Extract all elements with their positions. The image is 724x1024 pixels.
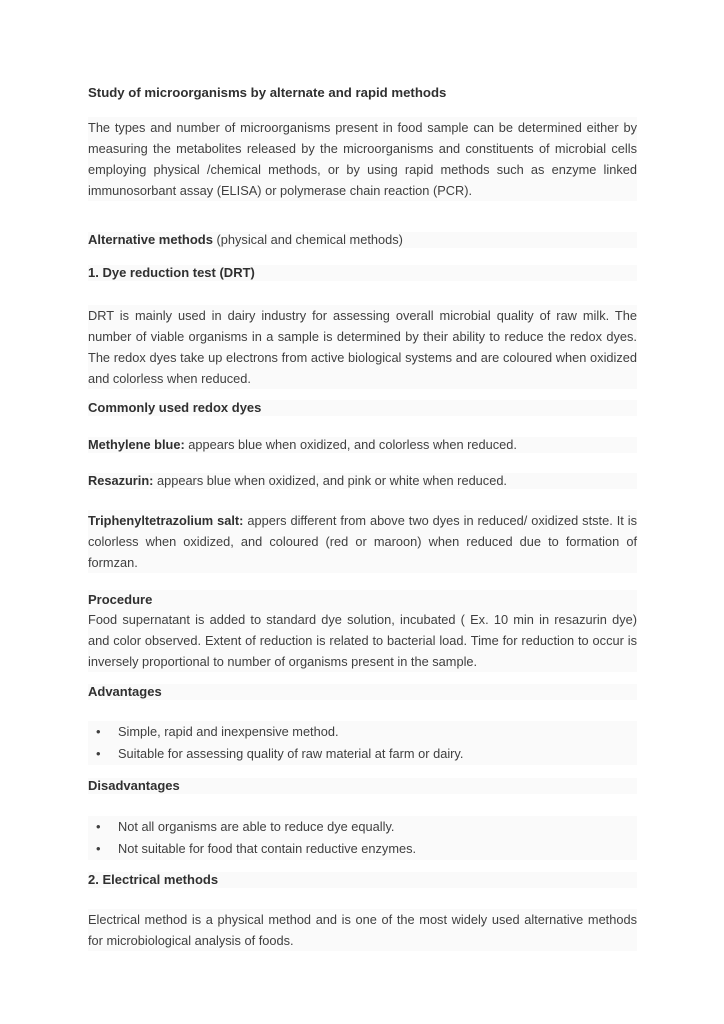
- disadvantages-heading: Disadvantages: [88, 778, 637, 794]
- list-item-text: Not all organisms are able to reduce dye equally.: [118, 819, 395, 834]
- dye-description: appers different from above two dyes in reduced/ oxidized stste. It is colorless when oxidized, and coloured (red or maroon) when reduced due to formation of formzan.: [88, 513, 638, 570]
- dye-item-methylene-blue: [88, 437, 637, 453]
- dye-name: Resazurin:: [88, 473, 154, 488]
- dye-item-triphenyltetrazolium: [88, 510, 637, 573]
- electrical-methods-paragraph: Electrical method is a physical method and is one of the most widely used alternative methods for microbiological analysis of foods.: [88, 909, 637, 951]
- advantages-heading: Advantages: [88, 684, 637, 700]
- procedure-paragraph: Food supernatant is added to standard dye solution, incubated ( Ex. 10 min in resazurin dye) and color observed. Extent of reduction is related to bacterial load. Time for reduction to occur is inversely proportional to number of organisms present in the sample.: [88, 612, 637, 669]
- list-item: [88, 743, 637, 765]
- list-item-text: Not suitable for food that contain reductive enzymes.: [118, 841, 417, 856]
- list-item-text: Simple, rapid and inexpensive method.: [118, 724, 339, 739]
- dye-name: Methylene blue:: [88, 437, 185, 452]
- disadvantages-list: [88, 816, 637, 860]
- bullet-icon: [96, 743, 118, 765]
- bullet-icon: [96, 838, 118, 860]
- redox-dyes-heading: Commonly used redox dyes: [88, 400, 637, 416]
- electrical-methods-heading: 2. Electrical methods: [88, 872, 637, 888]
- list-item-text: Suitable for assessing quality of raw material at farm or dairy.: [118, 746, 464, 761]
- alternative-methods-heading-rest: (physical and chemical methods): [212, 232, 403, 247]
- bullet-icon: [96, 816, 118, 838]
- procedure-heading: Procedure: [88, 592, 153, 607]
- alternative-methods-heading-bold: Alternative methods: [88, 232, 213, 247]
- dye-item-resazurin: [88, 473, 637, 489]
- alternative-methods-heading: [88, 232, 637, 248]
- list-item: [88, 816, 637, 838]
- list-item: [88, 721, 637, 743]
- bullet-icon: [96, 721, 118, 743]
- dye-description: appears blue when oxidized, and colorless when reduced.: [184, 437, 517, 452]
- doc-title: Study of microorganisms by alternate and rapid methods: [88, 85, 447, 100]
- dye-reduction-heading: 1. Dye reduction test (DRT): [88, 265, 637, 281]
- list-item: [88, 838, 637, 860]
- advantages-list: [88, 721, 637, 765]
- dye-name: Triphenyltetrazolium salt:: [88, 513, 244, 528]
- dye-reduction-paragraph: DRT is mainly used in dairy industry for assessing overall microbial quality of raw milk. The number of viable organisms in a sample is determined by their ability to reduce the redox dyes. The redox dyes take up electrons from active biological systems and are coloured when oxidized and colorless when reduced.: [88, 305, 637, 389]
- procedure-section: [88, 590, 637, 672]
- intro-paragraph: The types and number of microorganisms present in food sample can be determined either by measuring the metabolites released by the microorganisms and constituents of microbial cells employing physical /chemical methods, or by using rapid methods such as enzyme linked immunosorbant assay (ELISA) or polymerase chain reaction (PCR).: [88, 117, 637, 201]
- dye-description: appears blue when oxidized, and pink or white when reduced.: [153, 473, 507, 488]
